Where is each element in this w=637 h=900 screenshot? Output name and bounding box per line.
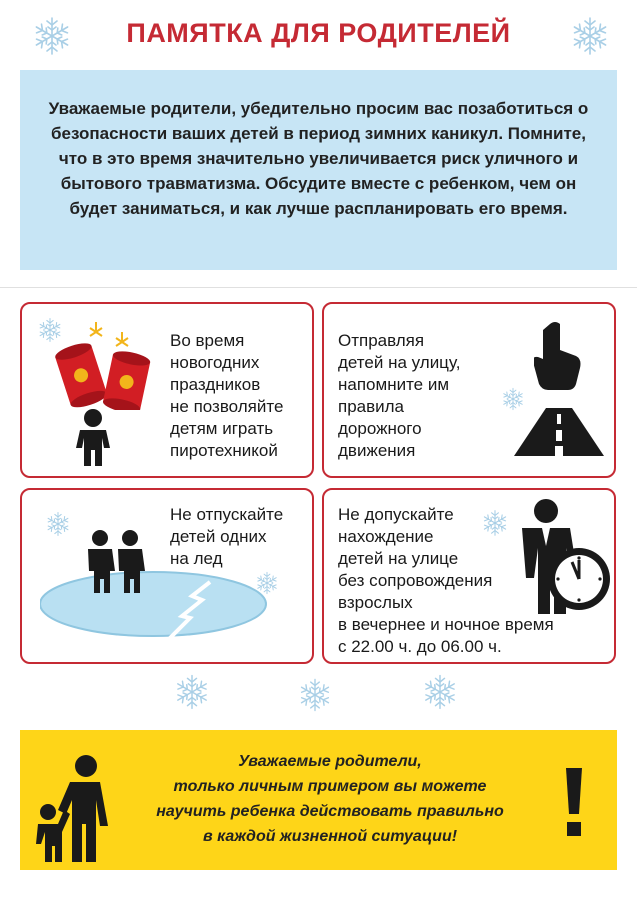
- two-children-icon: [84, 530, 148, 594]
- footer-panel: [20, 730, 617, 870]
- snowflake-icon: [296, 676, 334, 714]
- cracked-ice-icon: [40, 570, 270, 650]
- snowflake-icon: [30, 14, 74, 58]
- child-icon: [72, 408, 114, 468]
- clock-icon: [546, 546, 612, 612]
- card-curfew: [322, 488, 616, 664]
- snowflake-icon: [500, 386, 526, 412]
- pointing-hand-icon: [534, 320, 586, 390]
- card-text: Во время новогодних праздников не позволяйте детям играть пиротехникой: [170, 331, 284, 460]
- firecrackers-icon: [52, 320, 162, 410]
- intro-panel: [20, 70, 617, 270]
- snowflake-icon: [172, 672, 212, 712]
- page-title: ПАМЯТКА ДЛЯ РОДИТЕЛЕЙ: [126, 18, 511, 48]
- card-traffic-rules: [322, 302, 616, 478]
- footer-text: Уважаемые родители, только личным примером вы можете научить ребенка действовать правильно в каждой жизненной ситуации!: [156, 753, 504, 845]
- snowflake-icon: [568, 14, 612, 58]
- snowflake-icon: [44, 510, 72, 538]
- intro-text: Уважаемые родители, убедительно просим вас позаботиться о безопасности ваших детей в период зимних каникул. Помните, что в это время значительно увеличивается риск уличного и бытового травматизма. Обсудите вместе с ребенком, чем он будет заниматься, и как лучше распланировать его время.: [48, 99, 589, 218]
- exclamation-icon: [564, 768, 584, 838]
- card-text: Отправляя детей на улицу, напомните им правила дорожного движения: [338, 331, 461, 460]
- card-text: Не допускайте нахождение детей на улице без сопровождения взрослых в вечернее и ночное время с 22.00 ч. до 06.00 ч.: [338, 505, 554, 656]
- parent-child-icon: [34, 754, 110, 864]
- snowflake-icon: [420, 672, 460, 712]
- card-ice: [20, 488, 314, 664]
- road-icon: [514, 408, 604, 458]
- divider: [0, 287, 637, 288]
- card-fireworks: [20, 302, 314, 478]
- card-text: Не отпускайте детей одних на лед: [170, 505, 284, 568]
